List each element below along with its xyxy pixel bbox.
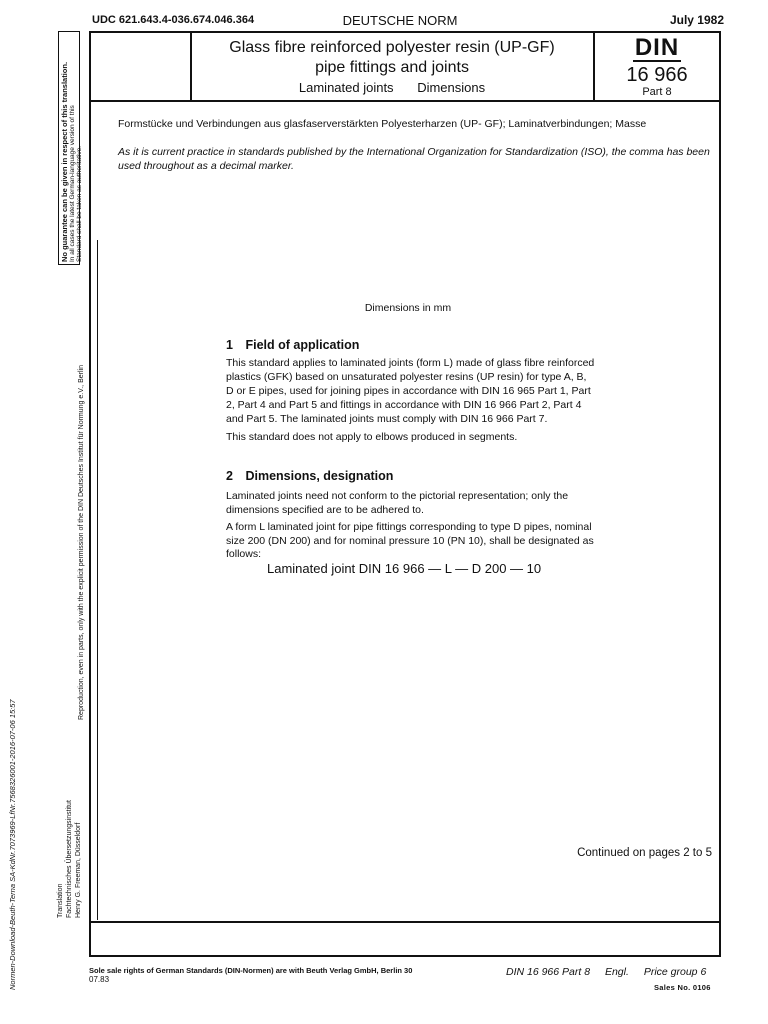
section-1-para-2: This standard does not apply to elbows produced in segments. <box>226 431 518 443</box>
section-2-para-1: Laminated joints need not conform to the pictorial representation; only the dimensions specified are to be adhered to. <box>226 490 569 516</box>
section-1-para-1: This standard applies to laminated joints (form L) made of glass fibre reinforced plastics (GFK) based on unsaturated polyester resins (UP resin) for type A, B, D or E pipes, used for joining pipes in accordance with DIN 16 965 Part 1, Part 2, Part 4 and Part 5 and fittings in accordance with DIN 16 966 Part 2, Part 4 and Part 5. The laminated joints must comply with DIN 16 966 Part 7. <box>226 357 595 425</box>
translation-label: Translation <box>57 883 64 918</box>
subtitle <box>192 80 592 95</box>
dimensions-note: Dimensions in mm <box>364 302 452 314</box>
section-2-number: 2 <box>226 469 233 483</box>
din-block <box>595 36 719 98</box>
section-2-title: Dimensions, designation <box>245 469 394 483</box>
din-part: Part 8 <box>642 86 672 98</box>
title-line-1: Glass fibre reinforced polyester resin (UP-GF) <box>229 39 555 56</box>
section-2-para-2: A form L laminated joint for pipe fittings corresponding to type D pipes, nominal size 200 (DN 200) and for nominal pressure 10 (PN 10), shall be designated as follows: <box>226 521 594 560</box>
continued-note: Continued on pages 2 to 5 <box>577 847 712 859</box>
footer-rights: Sole sale rights of German Standards (DIN-Normen) are with Beuth Verlag GmbH, Berlin 30 <box>89 966 413 975</box>
deutsche-norm-label: DEUTSCHE NORM <box>342 13 458 28</box>
translation-institute: Fachtechnisches Übersetzungsinstitut <box>66 800 73 918</box>
subtitle-2: Dimensions <box>417 80 486 95</box>
section-2-heading <box>226 469 393 483</box>
footer-sales-no: Sales No. 0106 <box>654 983 711 992</box>
reproduction-note: Reproduction, even in parts, only with the explicit permission of the DIN Deutsches Institut für Normung e.V., Berlin <box>78 365 85 720</box>
din-number: 16 966 <box>626 64 688 86</box>
footer-price: Price group 6 <box>643 966 707 978</box>
din-logo: DIN <box>634 34 680 61</box>
designation-example: Laminated joint DIN 16 966 — L — D 200 — 10 <box>267 561 542 576</box>
guarantee-text-3: Standard shall be taken as authoritative. <box>76 146 83 262</box>
download-stamp: Normen-Download-Beuth-Terna SA-KdNr.7073969-LfNr.7568326001-2016-07-06 15:57 <box>8 699 17 990</box>
footer-doc-ref: DIN 16 966 Part 8 <box>506 966 591 978</box>
footer-code: 07.83 <box>89 975 110 984</box>
footer-reference <box>506 966 706 978</box>
issue-date: July 1982 <box>669 13 724 27</box>
section-1-title: Field of application <box>245 338 360 352</box>
guarantee-text-2: In all cases the latest German-language version of this <box>69 105 76 262</box>
iso-note: As it is current practice in standards published by the International Organization for Standardization (ISO), the comma has been used throughout as a decimal marker. <box>118 146 710 172</box>
title-line-2: pipe fittings and joints <box>315 59 469 76</box>
footer-lang: Engl. <box>604 966 629 978</box>
section-1-number: 1 <box>226 338 233 352</box>
subtitle-1: Laminated joints <box>298 80 394 95</box>
header-divider <box>89 100 721 102</box>
udc-code: UDC 621.643.4-036.674.046.364 <box>92 14 255 26</box>
translator-name: Henry G. Freeman, Düsseldorf <box>75 822 82 918</box>
german-title: Formstücke und Verbindungen aus glasfaserverstärkten Polyesterharzen (UP- GF); Laminatverbindungen; Masse <box>118 118 647 130</box>
section-1-heading <box>226 338 359 352</box>
guarantee-text-1: No guarantee can be given in respect of this translation. <box>60 61 69 262</box>
footer-divider <box>89 921 721 923</box>
section-1-body <box>226 356 596 448</box>
title-block <box>192 38 592 95</box>
section-2-body <box>226 490 596 566</box>
left-strip-divider <box>97 240 98 920</box>
